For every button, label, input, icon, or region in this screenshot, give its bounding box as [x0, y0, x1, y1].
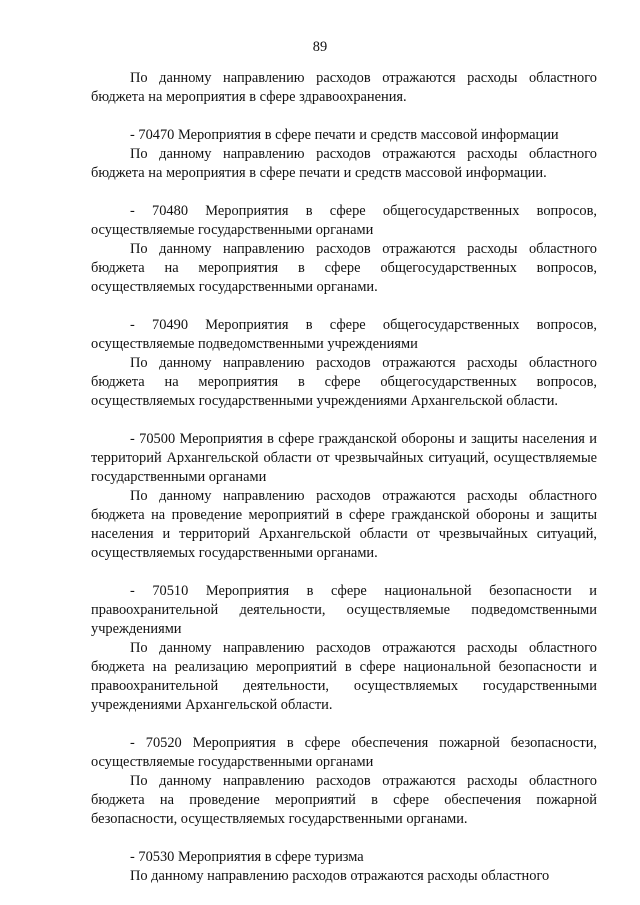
page-number: 89: [312, 39, 328, 55]
section-heading: - 70470 Мероприятия в сфере печати и средств массовой информации: [130, 127, 559, 143]
document-body: [91, 69, 597, 886]
section-heading: - 70490 Мероприятия в сфере общегосударственных вопросов, осуществляемые подведомственными учреждениями: [91, 317, 597, 352]
paragraph: По данному направлению расходов отражаются расходы областного бюджета на реализацию мероприятий в сфере национальной безопасности и правоохранительной деятельности, осуществляемых государственными учреждениями Архангельской области.: [91, 640, 597, 713]
paragraph: По данному направлению расходов отражаются расходы областного бюджета на мероприятия в сфере общегосударственных вопросов, осуществляемых государственными учреждениями Архангельской области.: [91, 355, 597, 409]
paragraph-gap: [91, 411, 597, 430]
section-heading: - 70480 Мероприятия в сфере общегосударственных вопросов, осуществляемые государственными органами: [91, 203, 597, 238]
paragraph-gap: [91, 563, 597, 582]
paragraph-gap: [91, 829, 597, 848]
paragraph-gap: [91, 107, 597, 126]
section-heading: - 70510 Мероприятия в сфере национальной безопасности и правоохранительной деятельности, осуществляемые подведомственными учреждениями: [91, 583, 597, 637]
paragraph: По данному направлению расходов отражаются расходы областного бюджета на мероприятия в сфере общегосударственных вопросов, осуществляемых государственными органами.: [91, 241, 597, 295]
section-heading: - 70520 Мероприятия в сфере обеспечения пожарной безопасности, осуществляемые государственными органами: [91, 735, 597, 770]
section-heading: - 70500 Мероприятия в сфере гражданской обороны и защиты населения и территорий Архангельской области от чрезвычайных ситуаций, осуществляемые государственными органами: [91, 431, 597, 485]
paragraph: По данному направлению расходов отражаются расходы областного: [130, 868, 550, 884]
paragraph: По данному направлению расходов отражаются расходы областного бюджета на проведение мероприятий в сфере гражданской обороны и защиты населения и территорий Архангельской области от чрезвычайных ситуаций, осуществляемых государственными органами.: [91, 488, 597, 561]
paragraph: По данному направлению расходов отражаются расходы областного бюджета на мероприятия в сфере здравоохранения.: [91, 70, 597, 105]
paragraph-gap: [91, 297, 597, 316]
paragraph: По данному направлению расходов отражаются расходы областного бюджета на мероприятия в сфере печати и средств массовой информации.: [91, 146, 597, 181]
paragraph-gap: [91, 715, 597, 734]
paragraph-gap: [91, 183, 597, 202]
paragraph: По данному направлению расходов отражаются расходы областного бюджета на проведение мероприятий в сфере обеспечения пожарной безопасности, осуществляемых государственными органами.: [91, 773, 597, 827]
section-heading: - 70530 Мероприятия в сфере туризма: [130, 849, 364, 865]
